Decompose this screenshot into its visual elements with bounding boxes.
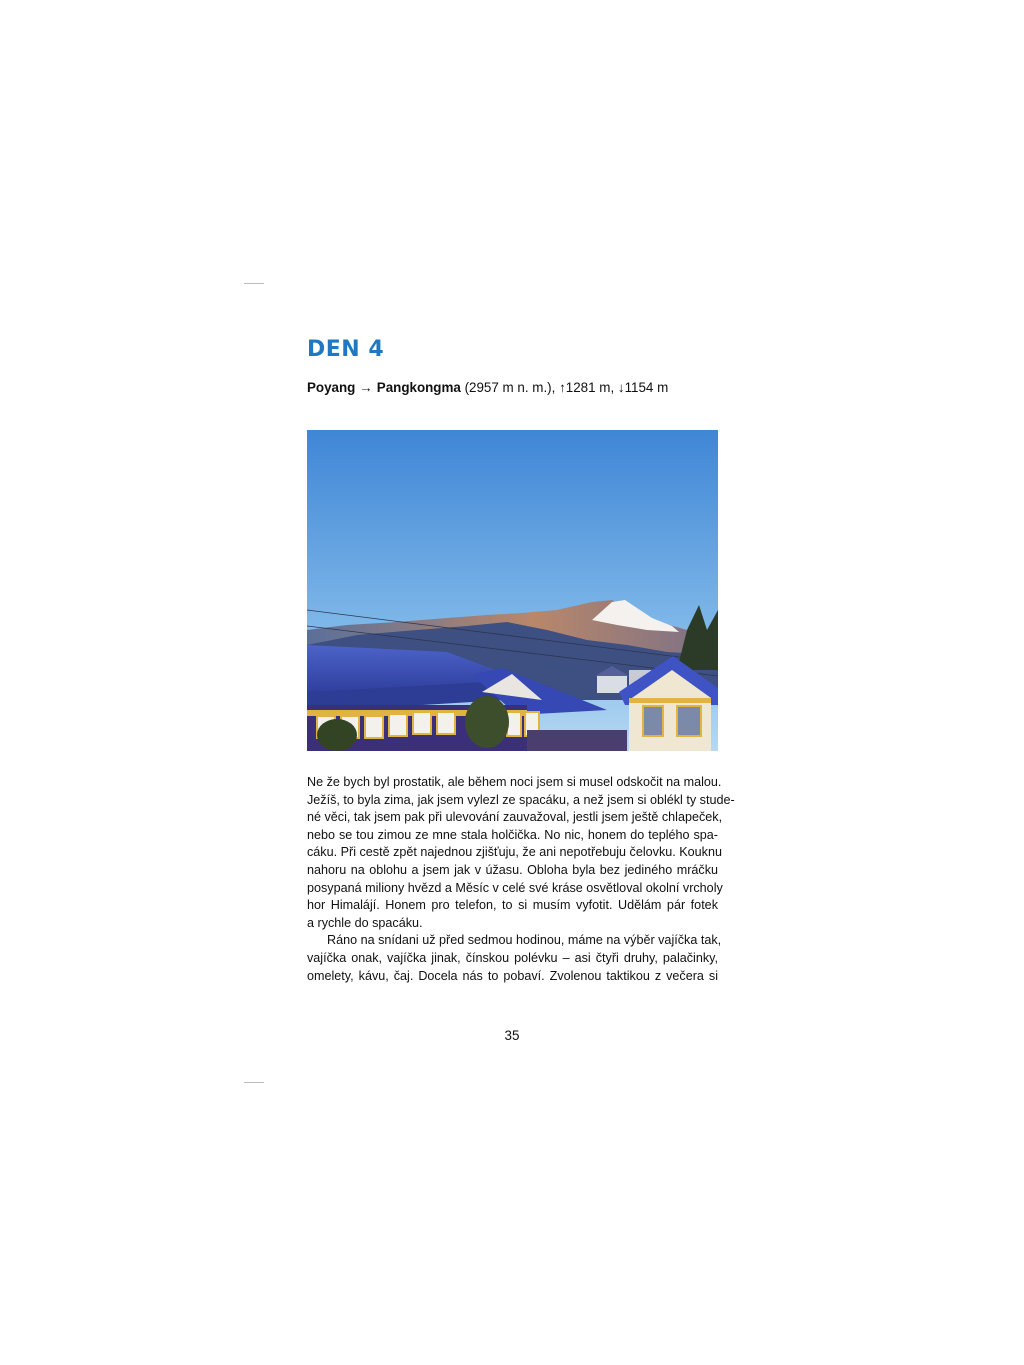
- text-line: Ráno na snídani už před sedmou hodinou, máme na výběr vajíčka tak,: [327, 933, 722, 948]
- paragraph-1: [307, 774, 735, 932]
- text-line: vajíčka onak, vajíčka jinak, čínskou polévku – asi čtyři druhy, palačinky,: [307, 950, 718, 965]
- text-line: cáku. Při cestě zpět najednou zjišťuju, že ani nepotřebuju čelovku. Kouknu: [307, 845, 722, 860]
- text-line: Ježíš, to byla zima, jak jsem vylezl ze spacáku, a než jsem si oblékl ty stude-: [307, 792, 735, 807]
- mountain-photo: [307, 430, 718, 751]
- text-line: Ne že bych byl prostatik, ale během noci jsem si musel odskočit na malou.: [307, 775, 722, 789]
- route-line: [307, 380, 668, 395]
- body-text: [307, 774, 735, 985]
- text-line: a rychle do spacáku.: [307, 915, 423, 930]
- page-number: 35: [504, 1028, 520, 1043]
- photo-mountain-lodge-icon: [307, 430, 718, 751]
- text-line: hor Himalájí. Honem pro telefon, to si musím vyfotit. Udělám pár fotek: [307, 898, 718, 913]
- route-from: Poyang: [307, 380, 356, 395]
- text-line: nebo se tou zimou ze mne stala holčička. No nic, honem do teplého spa-: [307, 827, 718, 842]
- route-details: (2957 m n. m.), ↑1281 m, ↓1154 m: [464, 380, 669, 395]
- arrow-right-icon: →: [359, 380, 373, 395]
- paragraph-2: [307, 932, 722, 985]
- text-line: omelety, kávu, čaj. Docela nás to pobaví. Zvolenou taktikou z večera si: [307, 968, 718, 983]
- text-line: posypaná miliony hvězd a Měsíc v celé své kráse osvětloval okolní vrcholy: [307, 880, 723, 895]
- chapter-heading: DEN 4: [307, 337, 385, 362]
- text-line: nahoru na oblohu a jsem jak v úžasu. Obloha byla bez jediného mráčku: [307, 862, 718, 877]
- text-line: né věci, tak jsem pak při ulevování zauvažoval, jestli jsem ještě chlapeček,: [307, 810, 723, 825]
- crop-mark-bottom: [244, 1082, 264, 1083]
- crop-mark-top: [244, 283, 264, 284]
- route-to: Pangkongma: [376, 380, 461, 395]
